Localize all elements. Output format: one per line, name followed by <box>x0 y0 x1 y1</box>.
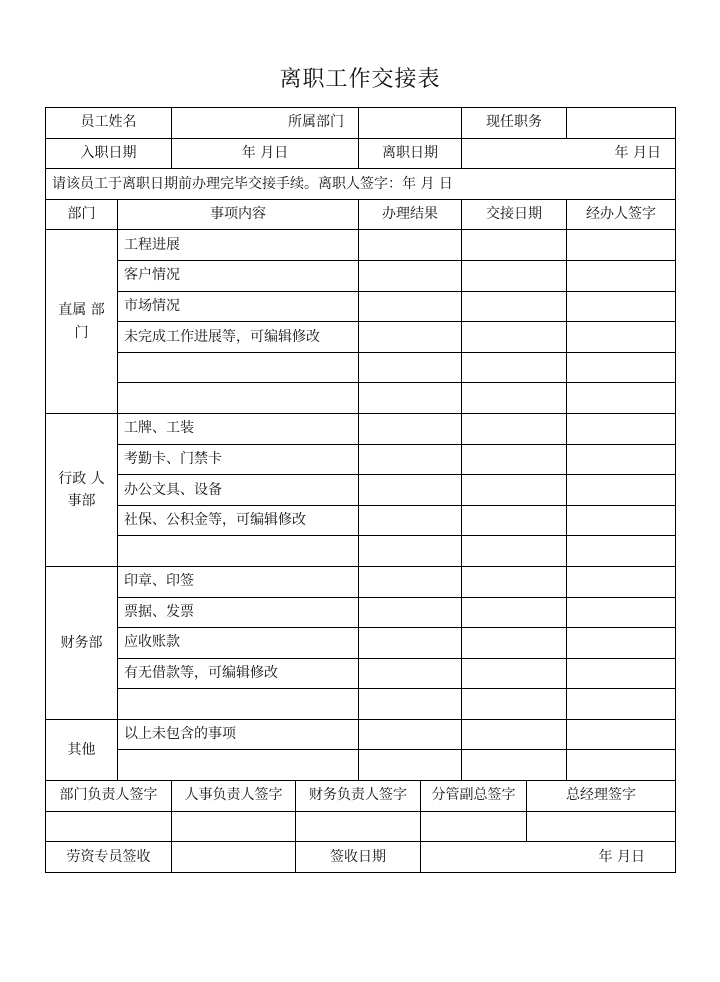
date-cell[interactable] <box>462 383 567 414</box>
col-header-item: 事项内容 <box>118 199 359 230</box>
result-cell[interactable] <box>359 689 462 720</box>
finance-head-sign-label: 财务负责人签字 <box>296 781 421 812</box>
sign-cell[interactable] <box>567 628 676 659</box>
item-cell: 应收账款 <box>118 628 359 659</box>
section-other-dept: 其他 <box>46 719 118 780</box>
date-cell[interactable] <box>462 750 567 781</box>
handover-notice: 请该员工于离职日期前办理完毕交接手续。离职人签字：年 月 日 <box>46 169 676 200</box>
table-row <box>46 352 676 383</box>
result-cell[interactable] <box>359 322 462 353</box>
date-cell[interactable] <box>462 505 567 536</box>
sign-cell[interactable] <box>567 260 676 291</box>
item-cell: 考勤卡、门禁卡 <box>118 444 359 475</box>
result-cell[interactable] <box>359 658 462 689</box>
result-cell[interactable] <box>359 444 462 475</box>
sign-cell[interactable] <box>567 444 676 475</box>
result-cell[interactable] <box>359 260 462 291</box>
item-cell: 工程进展 <box>118 230 359 261</box>
sign-cell[interactable] <box>567 352 676 383</box>
item-cell[interactable] <box>118 750 359 781</box>
item-cell: 以上未包含的事项 <box>118 719 359 750</box>
header-row-1 <box>46 108 676 139</box>
date-cell[interactable] <box>462 352 567 383</box>
sign-cell[interactable] <box>567 505 676 536</box>
position-label: 现任职务 <box>462 108 567 139</box>
footer-row <box>46 842 676 873</box>
section-finance-dept: 财务部 <box>46 566 118 719</box>
sign-cell[interactable] <box>567 413 676 444</box>
item-cell[interactable] <box>118 689 359 720</box>
vp-sign-label: 分管副总签字 <box>421 781 527 812</box>
sign-cell[interactable] <box>567 230 676 261</box>
table-row <box>46 536 676 567</box>
item-cell: 印章、印签 <box>118 566 359 597</box>
date-cell[interactable] <box>462 658 567 689</box>
sign-cell[interactable] <box>567 291 676 322</box>
result-cell[interactable] <box>359 230 462 261</box>
result-cell[interactable] <box>359 536 462 567</box>
result-cell[interactable] <box>359 750 462 781</box>
col-header-handler-sign: 经办人签字 <box>567 199 676 230</box>
col-header-handover-date: 交接日期 <box>462 199 567 230</box>
form-title: 离职工作交接表 <box>279 67 441 92</box>
sign-cell[interactable] <box>567 322 676 353</box>
date-cell[interactable] <box>462 566 567 597</box>
date-cell[interactable] <box>462 291 567 322</box>
header-row-2 <box>46 138 676 169</box>
dept-head-sign-cell[interactable] <box>46 811 172 842</box>
item-cell: 办公文具、设备 <box>118 475 359 506</box>
item-cell: 市场情况 <box>118 291 359 322</box>
finance-head-sign-cell[interactable] <box>296 811 421 842</box>
sign-date-label: 签收日期 <box>296 842 421 873</box>
date-cell[interactable] <box>462 689 567 720</box>
table-row <box>46 505 676 536</box>
sign-cell[interactable] <box>567 719 676 750</box>
department-label: 所属部门 <box>172 108 359 139</box>
hr-head-sign-label: 人事负责人签字 <box>172 781 296 812</box>
result-cell[interactable] <box>359 475 462 506</box>
dept-head-sign-label: 部门负责人签字 <box>46 781 172 812</box>
result-cell[interactable] <box>359 719 462 750</box>
table-row <box>46 750 676 781</box>
result-cell[interactable] <box>359 413 462 444</box>
result-cell[interactable] <box>359 291 462 322</box>
date-cell[interactable] <box>462 230 567 261</box>
table-row <box>46 566 676 597</box>
section-direct-dept: 直属 部门 <box>46 230 118 414</box>
handover-form-table <box>45 107 676 873</box>
result-cell[interactable] <box>359 628 462 659</box>
sign-cell[interactable] <box>567 597 676 628</box>
position-value-cell[interactable] <box>567 108 676 139</box>
gm-sign-cell[interactable] <box>527 811 676 842</box>
item-cell[interactable] <box>118 536 359 567</box>
table-row <box>46 230 676 261</box>
sign-cell[interactable] <box>567 383 676 414</box>
col-header-result: 办理结果 <box>359 199 462 230</box>
table-row <box>46 719 676 750</box>
sign-cell[interactable] <box>567 750 676 781</box>
signature-header-row <box>46 781 676 812</box>
item-cell: 客户情况 <box>118 260 359 291</box>
date-cell[interactable] <box>462 413 567 444</box>
item-cell: 有无借款等，可编辑修改 <box>118 658 359 689</box>
date-cell[interactable] <box>462 597 567 628</box>
employee-name-label: 员工姓名 <box>46 108 172 139</box>
item-cell[interactable] <box>118 352 359 383</box>
hr-head-sign-cell[interactable] <box>172 811 296 842</box>
result-cell[interactable] <box>359 383 462 414</box>
column-header-row <box>46 199 676 230</box>
date-cell[interactable] <box>462 719 567 750</box>
date-cell[interactable] <box>462 475 567 506</box>
result-cell[interactable] <box>359 352 462 383</box>
sign-cell[interactable] <box>567 566 676 597</box>
department-value-cell[interactable] <box>359 108 462 139</box>
table-row <box>46 689 676 720</box>
table-row <box>46 260 676 291</box>
table-row <box>46 628 676 659</box>
date-cell[interactable] <box>462 536 567 567</box>
sign-date-value[interactable]: 年 月日 <box>421 842 676 873</box>
sign-cell[interactable] <box>567 658 676 689</box>
entry-date-value[interactable]: 年 月日 <box>172 138 359 169</box>
date-cell[interactable] <box>462 628 567 659</box>
col-header-dept: 部门 <box>46 199 118 230</box>
sign-cell[interactable] <box>567 689 676 720</box>
sign-cell[interactable] <box>567 475 676 506</box>
item-cell[interactable] <box>118 383 359 414</box>
result-cell[interactable] <box>359 597 462 628</box>
gm-sign-label: 总经理签字 <box>527 781 676 812</box>
item-cell: 社保、公积金等，可编辑修改 <box>118 505 359 536</box>
item-cell: 票据、发票 <box>118 597 359 628</box>
payroll-sign-label: 劳资专员签收 <box>46 842 172 873</box>
leave-date-value[interactable]: 年 月日 <box>462 138 676 169</box>
result-cell[interactable] <box>359 505 462 536</box>
sign-cell[interactable] <box>567 536 676 567</box>
payroll-sign-cell[interactable] <box>172 842 296 873</box>
result-cell[interactable] <box>359 566 462 597</box>
table-row <box>46 413 676 444</box>
signature-row <box>46 811 676 842</box>
notice-row <box>46 169 676 200</box>
table-row <box>46 658 676 689</box>
table-row <box>46 291 676 322</box>
item-cell: 未完成工作进展等，可编辑修改 <box>118 322 359 353</box>
item-cell: 工牌、工装 <box>118 413 359 444</box>
date-cell[interactable] <box>462 444 567 475</box>
table-row <box>46 475 676 506</box>
leave-date-label: 离职日期 <box>359 138 462 169</box>
table-row <box>46 383 676 414</box>
table-row <box>46 597 676 628</box>
date-cell[interactable] <box>462 260 567 291</box>
vp-sign-cell[interactable] <box>421 811 527 842</box>
table-row <box>46 322 676 353</box>
date-cell[interactable] <box>462 322 567 353</box>
table-row <box>46 444 676 475</box>
section-hr-dept: 行政 人事部 <box>46 413 118 566</box>
entry-date-label: 入职日期 <box>46 138 172 169</box>
